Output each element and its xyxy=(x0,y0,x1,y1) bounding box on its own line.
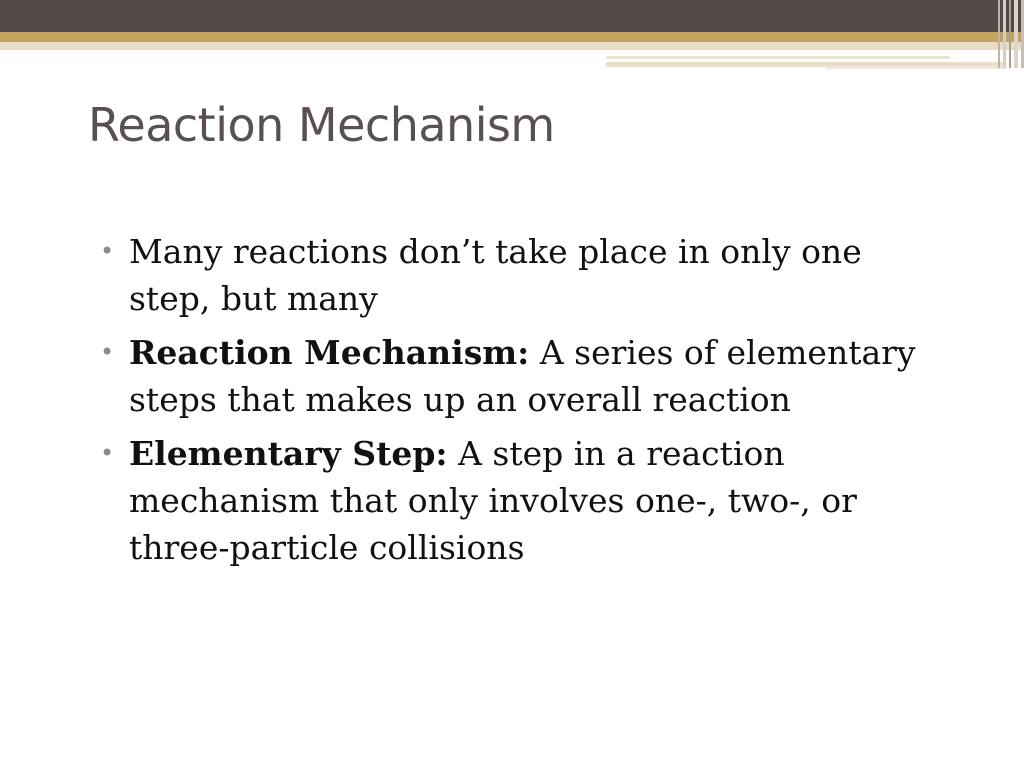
bullet-item xyxy=(100,430,920,571)
bullet-text: Many reactions don’t take place in only one step, but many xyxy=(129,232,862,318)
bullet-list xyxy=(100,228,920,578)
bullet-item xyxy=(100,228,920,322)
header-band-light xyxy=(0,42,1024,50)
header-band-gold xyxy=(0,32,1024,42)
bullet-icon: • xyxy=(100,237,115,265)
bullet-text: A series of elementary steps that makes up an overall reaction xyxy=(129,333,916,419)
bullet-term: Elementary Step: xyxy=(129,434,448,473)
bullet-item xyxy=(100,329,920,423)
header-band-dark xyxy=(0,0,1024,32)
bullet-icon: • xyxy=(100,338,115,366)
header-accent-line xyxy=(826,66,1006,69)
bullet-term: Reaction Mechanism: xyxy=(129,333,530,372)
slide-title: Reaction Mechanism xyxy=(88,98,555,152)
bullet-text: A step in a reaction mechanism that only involves one-, two-, or three-particle collisions xyxy=(129,434,857,567)
header-accent-line xyxy=(606,56,950,59)
bullet-icon: • xyxy=(100,439,115,467)
header-stripes-decoration xyxy=(992,0,1024,68)
